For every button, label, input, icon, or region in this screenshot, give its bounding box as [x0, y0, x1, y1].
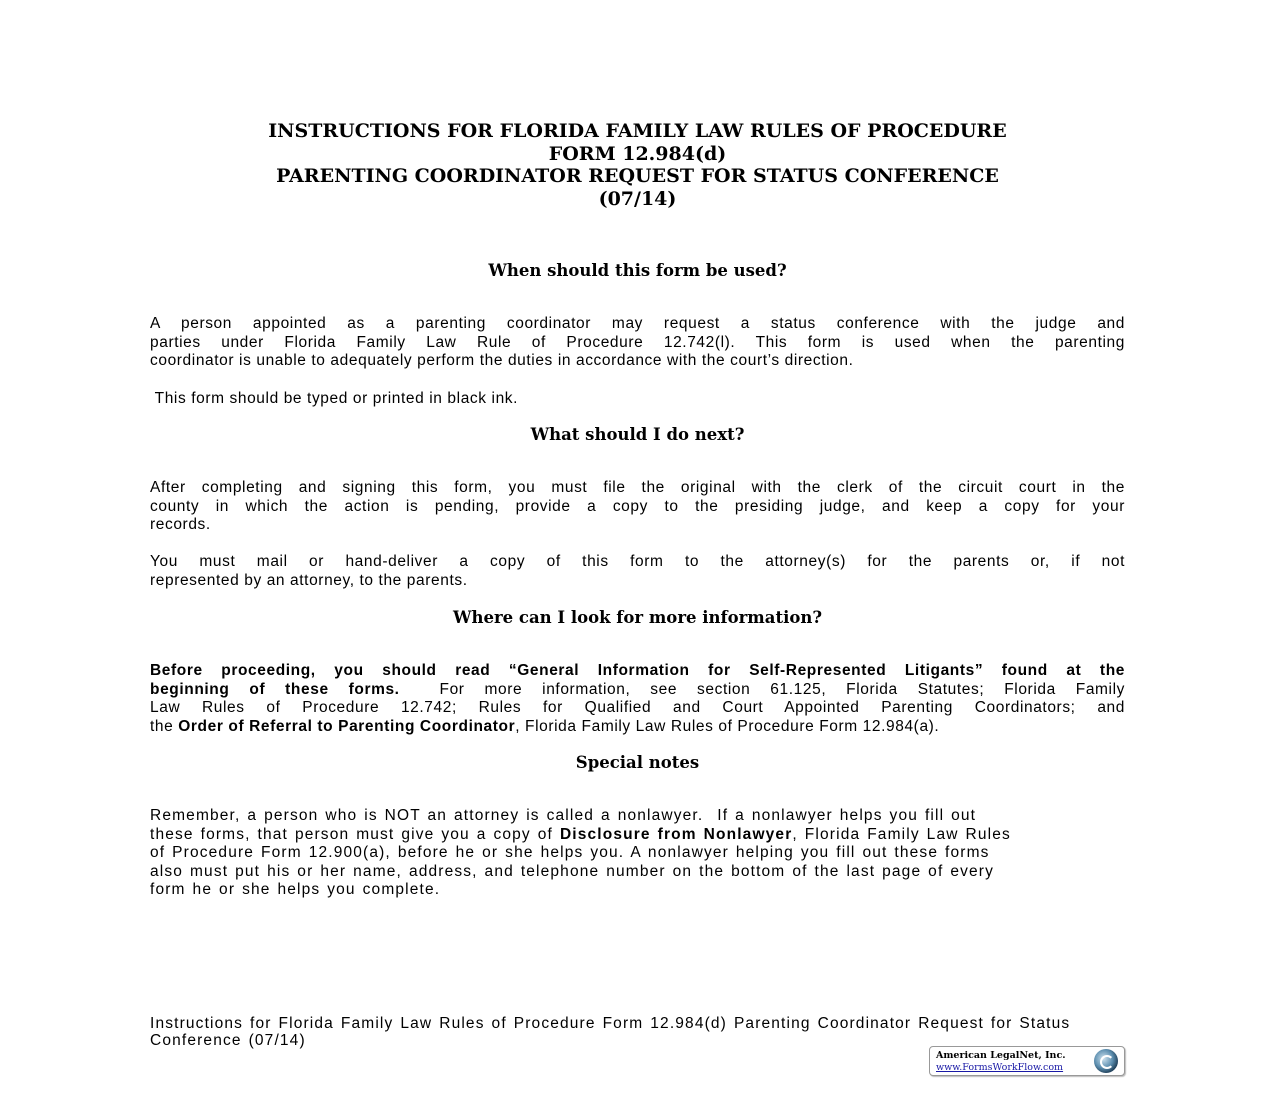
- title-line: PARENTING COORDINATOR REQUEST FOR STATUS CONFERENCE: [276, 165, 999, 187]
- text-line: [150, 681, 1125, 700]
- heading-special-notes: Special notes: [575, 753, 700, 772]
- document-title: [150, 120, 1125, 210]
- text-line: represented by an attorney, to the parents.: [150, 571, 468, 589]
- bold-text: Before proceeding, you should read “General Information for Self-Represented Litigants” found at the: [150, 662, 1125, 679]
- title-line: INSTRUCTIONS FOR FLORIDA FAMILY LAW RULES OF PROCEDURE: [268, 120, 1007, 142]
- text-line: also must put his or her name, address, and telephone number on the bottom of the last page of every: [150, 862, 995, 880]
- text-line: records.: [150, 516, 211, 533]
- paragraph-when-used: [150, 315, 1125, 371]
- text: , Florida Family Law Rules of Procedure Form 12.984(a).: [515, 717, 940, 735]
- text-line: Law Rules of Procedure 12.742; Rules for Qualified and Court Appointed Parenting Coordinators; and: [150, 699, 1125, 716]
- globe-icon: [1094, 1049, 1118, 1073]
- title-form-number: FORM 12.984(d): [548, 142, 727, 165]
- logo-company-name: American LegalNet, Inc.: [936, 1050, 1066, 1061]
- text: these forms, that person must give you a copy of: [150, 825, 560, 843]
- text: , Florida Family Law Rules: [792, 825, 1011, 843]
- text-line: parties under Florida Family Law Rule of Procedure 12.742(l). This form is used when the parenting: [150, 333, 1125, 351]
- bold-text: beginning of these forms.: [150, 680, 400, 698]
- text: the: [150, 717, 179, 735]
- text-line: coordinator is unable to adequately perform the duties in accordance with the court’s direction.: [150, 352, 854, 369]
- heading-when-used: When should this form be used?: [488, 261, 787, 280]
- text: For more information, see section 61.125, Florida Statutes; Florida Family: [399, 680, 1125, 698]
- text-line: Remember, a person who is NOT an attorney is called a nonlawyer. If a nonlawyer helps you fill out: [150, 807, 977, 824]
- paragraph-special-notes: [150, 807, 1125, 900]
- paragraph-filing: [150, 479, 1125, 535]
- title-date: (07/14): [598, 187, 677, 210]
- form-reference: Order of Referral to Parenting Coordinator: [178, 717, 516, 735]
- text-line: county in which the action is pending, provide a copy to the presiding judge, and keep a copy for your: [150, 497, 1125, 515]
- paragraph-delivery: [150, 553, 1125, 590]
- text-line: of Procedure Form 12.900(a), before he or she helps you. A nonlawyer helping you fill out these forms: [150, 844, 990, 861]
- footer-line: Conference (07/14): [150, 1032, 306, 1049]
- footer-line: Instructions for Florida Family Law Rules of Procedure Form 12.984(d) Parenting Coordinator Request for Status: [150, 1015, 1071, 1032]
- text-line: [150, 826, 1125, 845]
- heading-what-next: What should I do next?: [530, 425, 745, 444]
- form-reference: Disclosure from Nonlawyer: [559, 825, 793, 843]
- text-line: A person appointed as a parenting coordinator may request a status conference with the judge and: [150, 315, 1125, 332]
- paragraph-more-info: [150, 662, 1125, 736]
- paragraph-black-ink: This form should be typed or printed in black ink.: [150, 390, 519, 407]
- text-line: [150, 718, 1125, 737]
- logo-url-link[interactable]: www.FormsWorkFlow.com: [936, 1062, 1064, 1073]
- page-footer: [150, 1015, 1125, 1049]
- heading-more-info: Where can I look for more information?: [452, 608, 823, 627]
- text-line: After completing and signing this form, you must file the original with the clerk of the circuit court in the: [150, 479, 1125, 496]
- text-line: form he or she helps you complete.: [150, 881, 441, 898]
- text-line: You must mail or hand-deliver a copy of this form to the attorney(s) for the parents or, if not: [150, 553, 1125, 570]
- american-legalnet-logo[interactable]: [929, 1046, 1125, 1076]
- text-line: [150, 662, 1125, 681]
